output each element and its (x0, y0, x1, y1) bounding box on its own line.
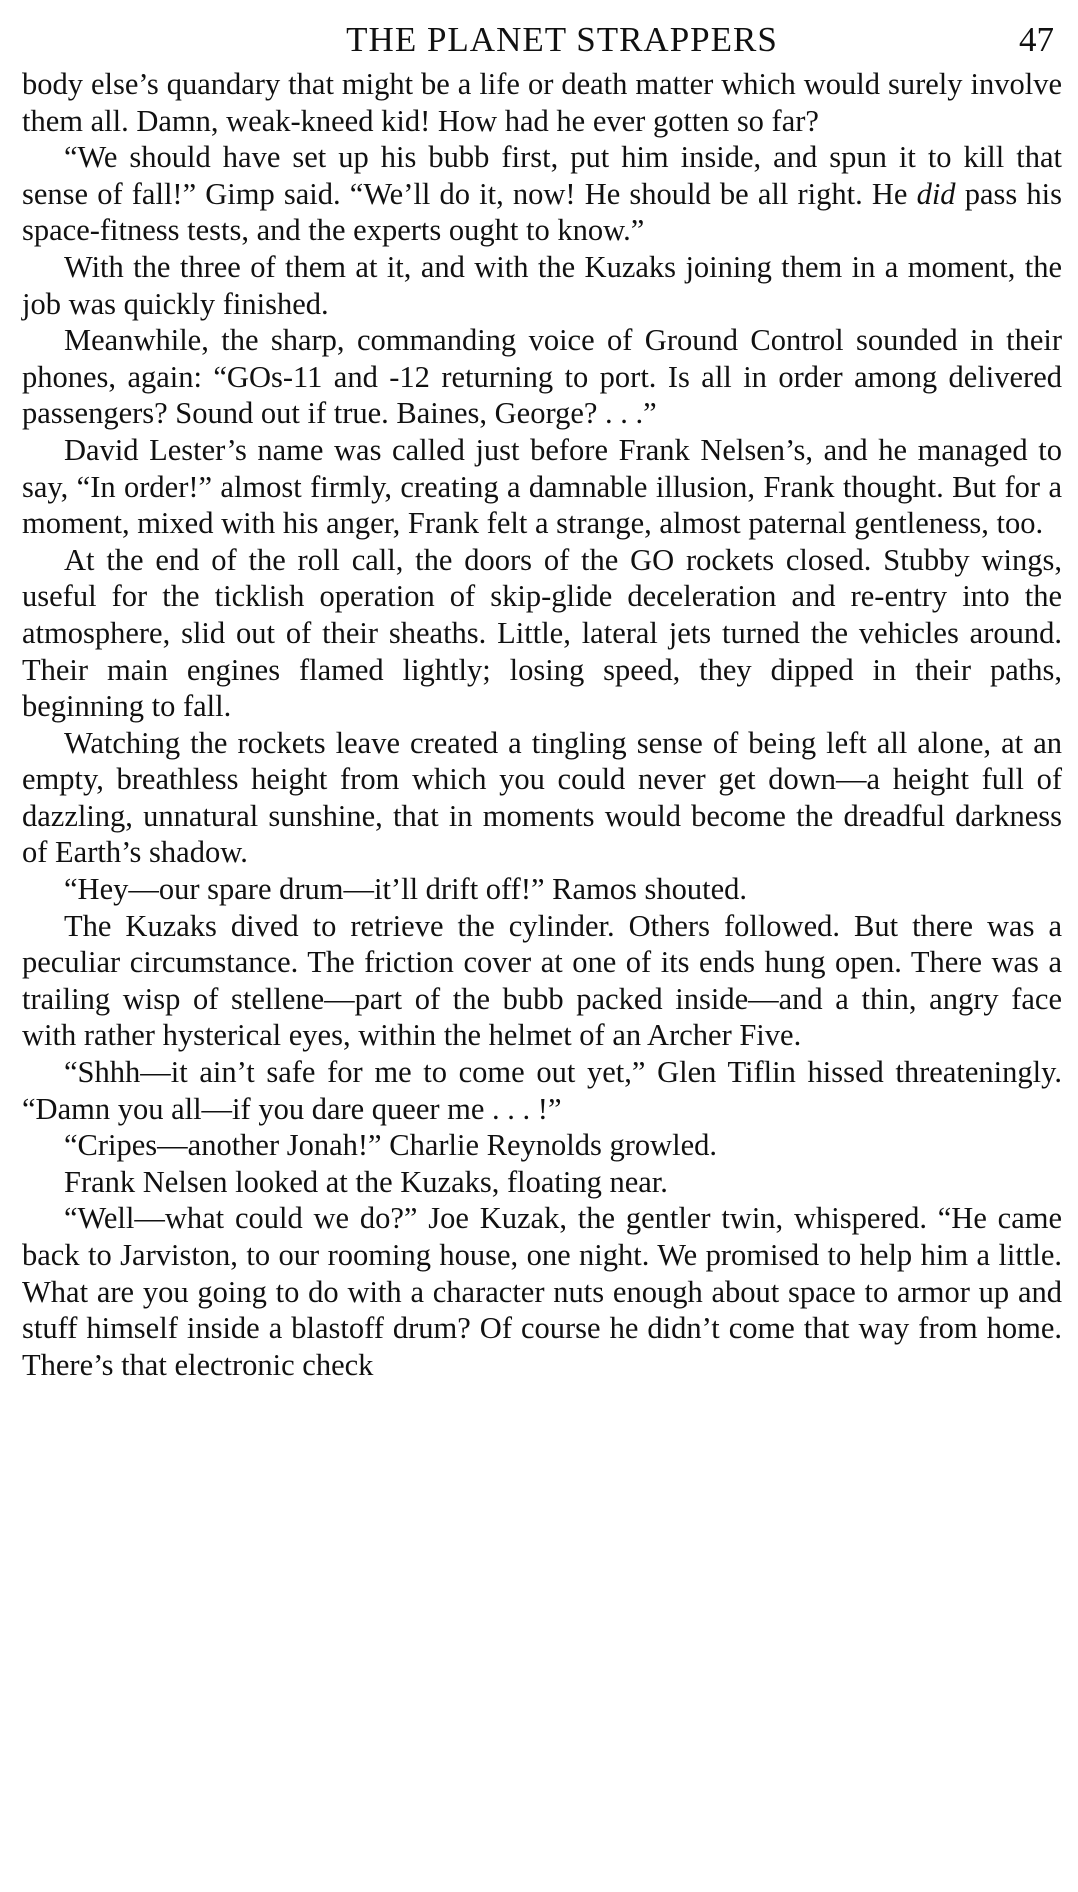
book-page (22, 14, 1062, 1383)
paragraph: Frank Nelsen looked at the Kuzaks, floating near. (64, 1164, 668, 1199)
paragraph: “We should have set up his bubb first, put him inside, and spun it to kill that sense of fall!” Gimp said. “We’ll do it, now! He should be all right. He did pass his space-fitness tests, and the experts ought to know.” (22, 140, 1062, 248)
page-header (22, 14, 1062, 66)
paragraph: With the three of them at it, and with the Kuzaks joining them in a moment, the job was quickly finished. (22, 249, 1062, 321)
paragraph: “Shhh—it ain’t safe for me to come out yet,” Glen Tiflin hissed threateningly. “Damn you all—if you dare queer me . . . !” (22, 1055, 1062, 1126)
body-text (22, 66, 1062, 1383)
paragraph: Watching the rockets leave created a tingling sense of being left all alone, at an empty, breathless height from which you could never get down—a height full of dazzling, unnatural sunshine, that in moments would become the dreadful darkness of Earth’s shadow. (22, 725, 1062, 870)
page-number: 47 (1019, 20, 1054, 59)
paragraph: David Lester’s name was called just before Frank Nelsen’s, and he managed to say, “In order!” almost firmly, creating a damnable illusion, Frank thought. But for a moment, mixed with his anger, Frank felt a strange, almost paternal gentleness, too. (22, 432, 1062, 541)
paragraph: At the end of the roll call, the doors of the GO rockets closed. Stubby wings, useful for the ticklish operation of skip-glide deceleration and re-entry into the atmosphere, slid out of their sheaths. Little, lateral jets turned the vehicles around. Their main engines flamed lightly; losing speed, they dipped in their paths, beginning to fall. (22, 542, 1062, 724)
paragraph: Meanwhile, the sharp, commanding voice of Ground Control sounded in their phones, again: “GOs-11 and -12 returning to port. Is all in order among delivered passengers? Sound out if true. Baines, George? . . .” (22, 323, 1062, 431)
paragraph: “Hey—our spare drum—it’ll drift off!” Ramos shouted. (64, 872, 747, 907)
paragraph: body else’s quandary that might be a life or death matter which would surely involve them all. Damn, weak-kneed kid! How had he ever gotten so far? (22, 67, 1062, 138)
paragraph: “Well—what could we do?” Joe Kuzak, the gentler twin, whispered. “He came back to Jarviston, to our rooming house, one night. We promised to help him a little. What are you going to do with a character nuts enough about space to armor up and stuff himself inside a blastoff drum? Of course he didn’t come that way from home. There’s that electronic check (22, 1201, 1062, 1382)
running-title: THE PLANET STRAPPERS (346, 20, 778, 59)
paragraph: The Kuzaks dived to retrieve the cylinder. Others followed. But there was a peculiar circumstance. The friction cover at one of its ends hung open. There was a trailing wisp of stellene—part of the bubb packed inside—and a thin, angry face with rather hysterical eyes, within the helmet of an Archer Five. (22, 908, 1062, 1053)
emphasis: did (916, 176, 956, 211)
paragraph: “Cripes—another Jonah!” Charlie Reynolds growled. (64, 1128, 718, 1163)
